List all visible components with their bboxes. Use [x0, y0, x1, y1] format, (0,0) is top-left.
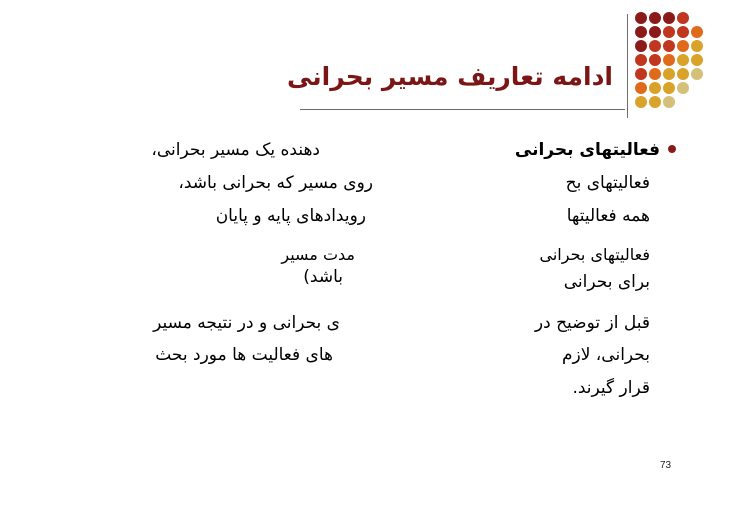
left-col-line5: ی بحرانی و در نتیجه مسیر: [153, 313, 340, 333]
left-col-line6: های فعالیت ها مورد بحث: [155, 345, 333, 365]
decorative-dot: [691, 26, 703, 38]
divider-horizontal: [300, 109, 625, 110]
right-col-line3-text: فعالیتهای بحرانی: [539, 245, 650, 264]
decorative-dot: [663, 40, 675, 52]
decorative-dot: [635, 68, 647, 80]
decorative-dot: [649, 40, 661, 52]
decorative-dot: [663, 82, 675, 94]
decorative-dot: [649, 82, 661, 94]
decorative-dot: [677, 12, 689, 24]
right-col-line3-partial: [539, 244, 650, 264]
right-col-line5: قبل از توضیح در: [534, 313, 650, 333]
page-number: 73: [660, 460, 672, 471]
decorative-dot: [649, 96, 661, 108]
decorative-dot: [649, 26, 661, 38]
slide-title: ادامه تعاریف مسیر بحرانی: [286, 62, 613, 91]
decorative-dot: [635, 12, 647, 24]
decorative-dot: [649, 68, 661, 80]
decorative-dot: [635, 26, 647, 38]
bullet-icon: [668, 145, 676, 153]
decorative-dot: [677, 68, 689, 80]
decorative-dot: [663, 96, 675, 108]
decorative-dot: [677, 82, 689, 94]
decorative-dot: [649, 54, 661, 66]
decorative-dot: [691, 54, 703, 66]
decorative-dot: [677, 26, 689, 38]
decorative-dot: [663, 68, 675, 80]
right-col-line7: قرار گیرند.: [572, 378, 650, 398]
divider-vertical: [627, 14, 628, 118]
decorative-dot: [677, 54, 689, 66]
right-col-line2: همه فعالیتها: [566, 206, 650, 226]
decorative-dot-grid: [635, 12, 735, 110]
right-col-line6: بحرانی، لازم: [561, 345, 650, 365]
decorative-dot: [663, 26, 675, 38]
right-col-line4: برای بحرانی: [563, 272, 650, 292]
decorative-dot: [635, 54, 647, 66]
decorative-dot: [663, 12, 675, 24]
left-col-line2: روی مسیر که بحرانی باشد،: [178, 173, 373, 193]
left-col-line3-partial: [281, 244, 355, 264]
decorative-dot: [663, 54, 675, 66]
decorative-dot: [649, 12, 661, 24]
right-col-line1: فعالیتهای بح: [565, 173, 650, 193]
bullet-heading: فعالیتهای بحرانی: [514, 140, 660, 160]
left-col-line3-text: مدت مسیر: [281, 245, 355, 264]
decorative-dot: [635, 96, 647, 108]
left-col-line1: دهنده یک مسیر بحرانی،: [151, 140, 320, 160]
decorative-dot: [691, 40, 703, 52]
decorative-dot: [691, 68, 703, 80]
left-col-line4: باشد): [303, 267, 343, 287]
decorative-dot: [677, 40, 689, 52]
left-col-line3: رویدادهای پایه و پایان: [215, 206, 366, 226]
decorative-dot: [635, 40, 647, 52]
decorative-dot: [635, 82, 647, 94]
